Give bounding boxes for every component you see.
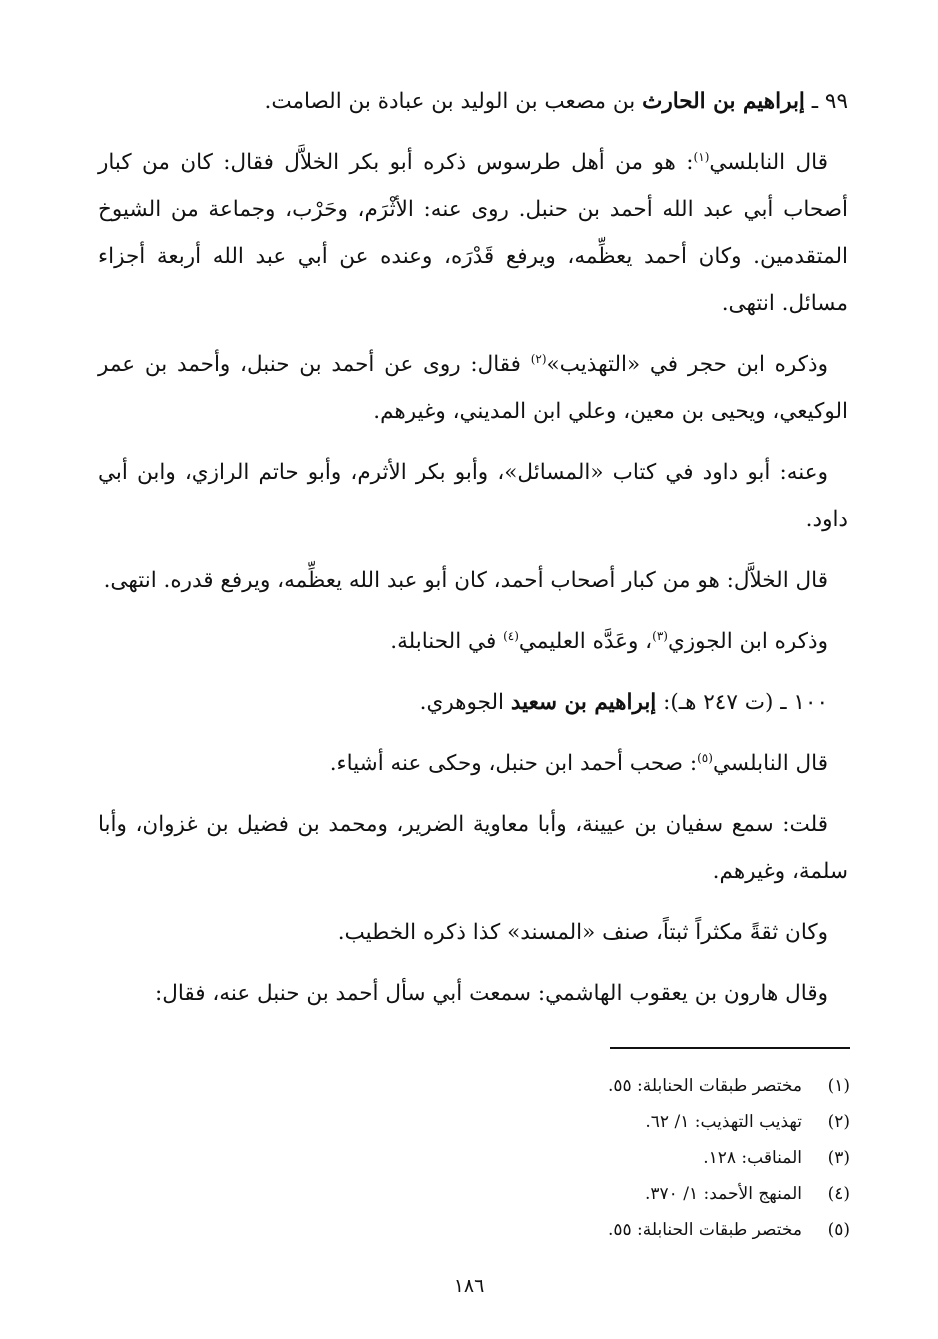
footnote-number: (١) xyxy=(827,1076,850,1096)
footnote xyxy=(100,1068,850,1104)
text-run: وكان ثقةً مكثراً ثبتاً، صنف «المسند» كذا ذكره الخطيب. xyxy=(337,920,828,945)
entry-lineage: بن مصعب بن الوليد بن عبادة بن الصامت. xyxy=(264,89,643,114)
paragraph xyxy=(98,341,848,435)
footnotes xyxy=(100,1068,850,1248)
page-number: ١٨٦ xyxy=(453,1275,485,1297)
footnote-ref: (٤) xyxy=(503,628,519,643)
paragraph xyxy=(98,449,848,543)
entry-lineage: الجوهري. xyxy=(419,690,511,715)
footnote-ref: (٢) xyxy=(530,351,547,366)
footnote-number: (٢) xyxy=(827,1112,850,1132)
paragraph xyxy=(98,557,848,604)
entry-number: ١٠٠ ـ (ت ٢٤٧ هـ): xyxy=(663,690,828,715)
entry-number: ٩٩ ـ xyxy=(811,89,848,114)
text-run: قال النابلسي xyxy=(709,150,828,175)
footnote-ref: (٣) xyxy=(652,628,668,643)
footnote-ref: (١) xyxy=(693,149,710,164)
text-run: في الحنابلة. xyxy=(390,629,504,654)
footnote-divider xyxy=(610,1047,850,1049)
footnote xyxy=(100,1212,850,1248)
paragraph xyxy=(98,139,848,327)
paragraph xyxy=(98,909,848,956)
footnote-text: مختصر طبقات الحنابلة: ٥٥. xyxy=(607,1076,802,1096)
entry-heading-99 xyxy=(98,78,848,125)
footnote-number: (٤) xyxy=(827,1184,850,1204)
footnote-text: مختصر طبقات الحنابلة: ٥٥. xyxy=(607,1220,802,1240)
text-run: : صحب أحمد ابن حنبل، وحكى عنه أشياء. xyxy=(329,751,698,776)
footnote-text: تهذيب التهذيب: ١/ ٦٢. xyxy=(645,1112,802,1132)
text-run: : هو من أهل طرسوس ذكره أبو بكر الخلاَّل فقال: كان من كبار أصحاب أبي عبد الله أحمد بن حنبل. روى عنه: الأثْرَم، وحَرْب، وجماعة من الشيوخ المتقدمين. وكان أحمد يعظِّمه، ويرفع قَدْرَه، وعنده عن أبي عبد الله أربعة أجزاء مسائل. انتهى. xyxy=(98,150,848,316)
entry-title: إبراهيم بن سعيد xyxy=(510,690,657,715)
main-text xyxy=(98,78,848,1031)
text-run: وذكره ابن الجوزي xyxy=(667,629,828,654)
paragraph xyxy=(98,801,848,895)
paragraph xyxy=(98,970,848,1017)
paragraph xyxy=(98,618,848,665)
footnote-text: المنهج الأحمد: ١/ ٣٧٠. xyxy=(645,1184,802,1204)
text-run: قال النابلسي xyxy=(712,751,828,776)
footnote xyxy=(100,1104,850,1140)
text-run: قال الخلاَّل: هو من كبار أصحاب أحمد، كان أبو عبد الله يعظِّمه، ويرفع قدره. انتهى. xyxy=(103,568,828,593)
entry-heading-100 xyxy=(98,679,848,726)
text-run: ، وعَدَّه العليمي xyxy=(518,629,653,654)
entry-title: إبراهيم بن الحارث xyxy=(642,89,805,114)
footnote xyxy=(100,1176,850,1212)
text-run: وعنه: أبو داود في كتاب «المسائل»، وأبو بكر الأثرم، وأبو حاتم الرازي، وابن أبي داود. xyxy=(98,460,848,532)
footnote-text: المناقب: ١٢٨. xyxy=(703,1148,802,1168)
footnote-number: (٥) xyxy=(827,1220,850,1240)
text-run: قلت: سمع سفيان بن عيينة، وأبا معاوية الضرير، ومحمد بن فضيل بن غزوان، وأبا سلمة، وغيرهم. xyxy=(98,812,848,884)
footnote-number: (٣) xyxy=(827,1148,850,1168)
text-run: وقال هارون بن يعقوب الهاشمي: سمعت أبي سأل أحمد بن حنبل عنه، فقال: xyxy=(154,981,828,1006)
footnote xyxy=(100,1140,850,1176)
text-run: فقال: روى عن أحمد بن حنبل، وأحمد بن عمر الوكيعي، ويحيى بن معين، وعلي ابن المديني، وغيرهم. xyxy=(98,352,848,424)
footnote-ref: (٥) xyxy=(697,750,713,765)
paragraph xyxy=(98,740,848,787)
text-run: وذكره ابن حجر في «التهذيب» xyxy=(546,352,828,377)
